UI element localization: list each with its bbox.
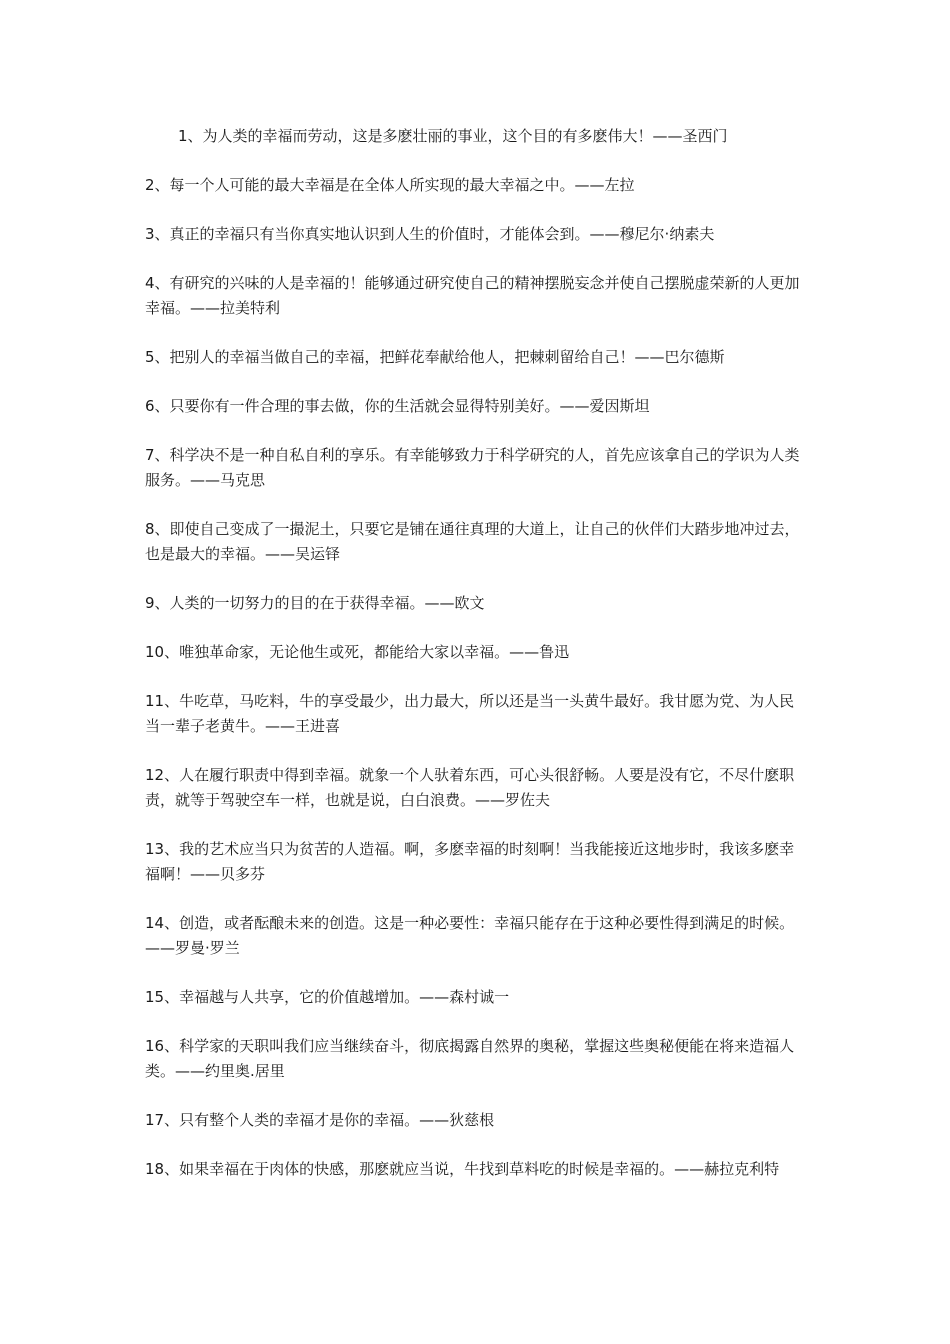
quote-item: 9、人类的一切努力的目的在于获得幸福。——欧文 (145, 594, 485, 612)
quote-list (145, 124, 807, 1206)
quote-item: 1、为人类的幸福而劳动，这是多麽壮丽的事业，这个目的有多麽伟大！——圣西门 (178, 127, 728, 145)
quote-item: 2、每一个人可能的最大幸福是在全体人所实现的最大幸福之中。——左拉 (145, 176, 635, 194)
quote-item: 18、如果幸福在于肉体的快感，那麽就应当说，牛找到草料吃的时候是幸福的。——赫拉克利特 (145, 1160, 780, 1178)
quote-item: 4、有研究的兴味的人是幸福的！能够通过研究使自己的精神摆脱妄念并使自己摆脱虚荣新的人更加幸福。——拉美特利 (145, 274, 800, 317)
quote-item: 14、创造，或者酝酿未来的创造。这是一种必要性：幸福只能存在于这种必要性得到满足的时候。——罗曼·罗兰 (145, 914, 795, 957)
quote-item: 13、我的艺术应当只为贫苦的人造福。啊，多麽幸福的时刻啊！当我能接近这地步时，我该多麽幸福啊！——贝多芬 (145, 840, 795, 883)
quote-item: 12、人在履行职责中得到幸福。就象一个人驮着东西，可心头很舒畅。人要是没有它，不尽什麽职责，就等于驾驶空车一样，也就是说，白白浪费。——罗佐夫 (145, 766, 795, 809)
quote-item: 16、科学家的天职叫我们应当继续奋斗，彻底揭露自然界的奥秘，掌握这些奥秘便能在将来造福人类。——约里奥.居里 (145, 1037, 795, 1080)
quote-item: 11、牛吃草，马吃料，牛的享受最少，出力最大，所以还是当一头黄牛最好。我甘愿为党、为人民当一辈子老黄牛。——王进喜 (145, 692, 795, 735)
quote-item: 6、只要你有一件合理的事去做，你的生活就会显得特别美好。——爱因斯坦 (145, 397, 650, 415)
quote-item: 10、唯独革命家，无论他生或死，都能给大家以幸福。——鲁迅 (145, 643, 570, 661)
quote-item: 8、即使自己变成了一撮泥土，只要它是铺在通往真理的大道上，让自己的伙伴们大踏步地冲过去，也是最大的幸福。——吴运铎 (145, 520, 800, 563)
quote-item: 7、科学决不是一种自私自利的享乐。有幸能够致力于科学研究的人，首先应该拿自己的学识为人类服务。——马克思 (145, 446, 800, 489)
quote-item: 3、真正的幸福只有当你真实地认识到人生的价值时，才能体会到。——穆尼尔·纳素夫 (145, 225, 715, 243)
quote-item: 15、幸福越与人共享，它的价值越增加。——森村诚一 (145, 988, 510, 1006)
quote-item: 5、把别人的幸福当做自己的幸福，把鲜花奉献给他人，把棘刺留给自己！——巴尔德斯 (145, 348, 725, 366)
quote-item: 17、只有整个人类的幸福才是你的幸福。——狄慈根 (145, 1111, 495, 1129)
